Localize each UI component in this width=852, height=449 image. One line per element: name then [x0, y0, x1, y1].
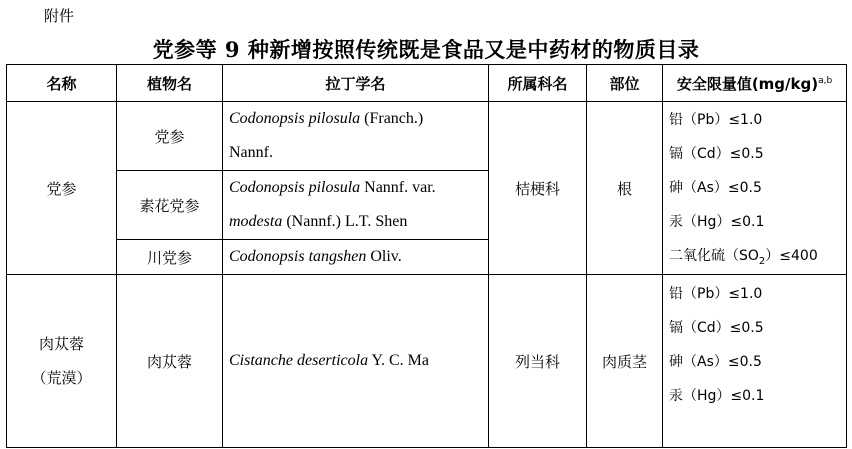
header-family: 所属科名	[489, 65, 587, 102]
limit-as: 砷（As）≤0.5	[669, 180, 762, 196]
limit-so2-suffix: ）≤400	[765, 248, 818, 264]
latin-species: Cistanche deserticola	[229, 352, 369, 369]
latin-species: Codonopsis pilosula	[229, 110, 361, 127]
latin-author: Y. C. Ma	[368, 352, 429, 369]
limit-cd: 镉（Cd）≤0.5	[669, 320, 764, 336]
plant-name: 川党参	[117, 240, 223, 275]
latin-author-cont: Nannf.	[229, 144, 273, 161]
plant-name: 素花党参	[117, 171, 223, 240]
header-limit-footnote: a,b	[818, 75, 833, 86]
plant-name: 肉苁蓉	[117, 275, 223, 448]
latin-author: Oliv.	[366, 248, 402, 265]
substance-catalog-table	[6, 64, 847, 448]
latin-species: Codonopsis pilosula	[229, 179, 361, 196]
substance-name: 党参	[7, 102, 117, 275]
header-plant-name: 植物名	[117, 65, 223, 102]
limit-hg: 汞（Hg）≤0.1	[669, 388, 765, 404]
document-title: 党参等 9 种新增按照传统既是食品又是中药材的物质目录	[152, 37, 700, 62]
plant-part: 肉质茎	[587, 275, 663, 448]
table-row	[7, 275, 847, 448]
header-part: 部位	[587, 65, 663, 102]
latin-species: Codonopsis tangshen	[229, 248, 367, 265]
limit-list	[663, 102, 847, 275]
substance-name-line2: （荒漠）	[31, 369, 92, 387]
limit-so2-sub: 2	[758, 255, 766, 267]
limit-as: 砷（As）≤0.5	[669, 354, 762, 370]
limit-hg: 汞（Hg）≤0.1	[669, 214, 765, 230]
latin-variety-author: (Nannf.) L.T. Shen	[282, 213, 408, 230]
table-header-row	[7, 65, 847, 102]
header-name: 名称	[7, 65, 117, 102]
limit-cd: 镉（Cd）≤0.5	[669, 146, 764, 162]
latin-name	[223, 102, 489, 171]
latin-author: (Franch.)	[360, 110, 424, 127]
limit-so2	[669, 239, 846, 273]
latin-name	[223, 240, 489, 275]
latin-name	[223, 275, 489, 448]
latin-author: Nannf. var.	[360, 179, 436, 196]
family-name: 列当科	[489, 275, 587, 448]
substance-name	[7, 275, 117, 448]
latin-name	[223, 171, 489, 240]
limit-so2-prefix: 二氧化硫（SO	[669, 248, 759, 264]
table-row	[7, 102, 847, 171]
plant-part: 根	[587, 102, 663, 275]
header-limit	[663, 65, 847, 102]
limit-pb: 铅（Pb）≤1.0	[669, 112, 763, 128]
header-latin-name: 拉丁学名	[223, 65, 489, 102]
limit-list	[663, 275, 847, 448]
substance-name-line1: 肉苁蓉	[38, 335, 84, 353]
family-name: 桔梗科	[489, 102, 587, 275]
latin-variety: modesta	[229, 213, 283, 230]
attachment-label: 附件	[44, 7, 75, 25]
limit-pb: 铅（Pb）≤1.0	[669, 286, 763, 302]
plant-name: 党参	[117, 102, 223, 171]
header-limit-label: 安全限量值(mg/kg)	[676, 74, 819, 93]
